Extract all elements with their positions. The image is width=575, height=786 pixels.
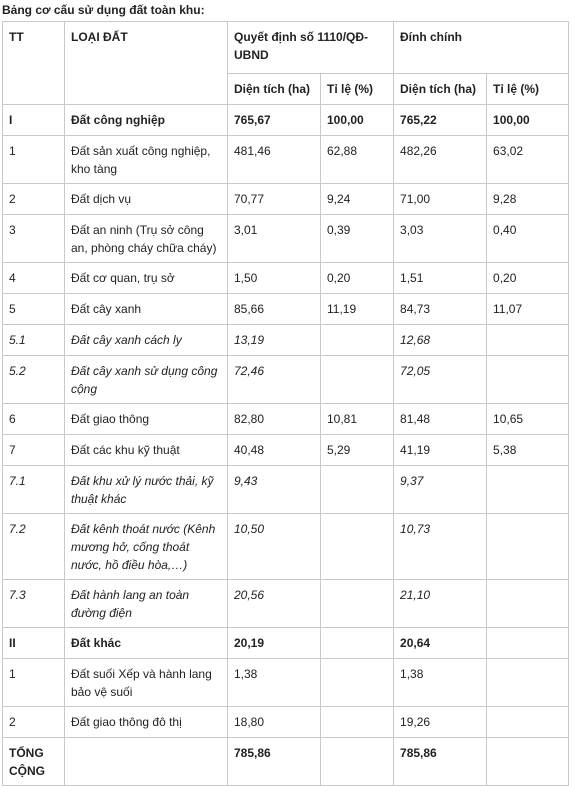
row-ratio-correction [487,659,569,707]
row-land-type: Đất giao thông đô thị [65,707,228,738]
row-ratio-decision: 11,19 [321,294,394,325]
row-tt: 1 [3,136,65,184]
row-ratio-correction [487,738,569,786]
row-area-correction: 21,10 [394,580,487,628]
row-area-decision: 10,50 [228,514,321,580]
row-ratio-correction [487,628,569,659]
row-tt: 6 [3,404,65,435]
row-area-decision: 765,67 [228,105,321,136]
row-tt: 5.2 [3,356,65,404]
row-ratio-correction: 5,38 [487,435,569,466]
table-row [3,263,569,294]
row-land-type: Đất kênh thoát nước (Kênh mương hở, cống thoát nước, hồ điều hòa,…) [65,514,228,580]
row-area-decision: 3,01 [228,215,321,263]
row-tt: 3 [3,215,65,263]
row-tt: 5.1 [3,325,65,356]
row-area-decision: 18,80 [228,707,321,738]
row-land-type [65,738,228,786]
row-area-correction: 19,26 [394,707,487,738]
table-row [3,580,569,628]
table-row [3,356,569,404]
row-ratio-decision [321,738,394,786]
row-land-type: Đất suối Xếp và hành lang bảo vệ suối [65,659,228,707]
row-ratio-correction [487,580,569,628]
header-area-correction: Diện tích (ha) [394,74,487,105]
row-land-type: Đất cây xanh cách ly [65,325,228,356]
row-area-decision: 785,86 [228,738,321,786]
row-area-decision: 40,48 [228,435,321,466]
row-area-correction: 71,00 [394,184,487,215]
row-tt: 2 [3,707,65,738]
row-area-decision: 9,43 [228,466,321,514]
row-area-correction: 12,68 [394,325,487,356]
row-land-type: Đất an ninh (Trụ sở công an, phòng cháy chữa cháy) [65,215,228,263]
header-ratio-correction: Tỉ lệ (%) [487,74,569,105]
row-area-decision: 85,66 [228,294,321,325]
row-ratio-correction: 100,00 [487,105,569,136]
row-ratio-decision [321,628,394,659]
table-row [3,514,569,580]
row-area-correction: 41,19 [394,435,487,466]
header-decision: Quyết định số 1110/QĐ-UBND [228,22,394,74]
row-ratio-decision [321,514,394,580]
row-tt: II [3,628,65,659]
row-tt: 2 [3,184,65,215]
table-row [3,105,569,136]
row-area-correction: 482,26 [394,136,487,184]
row-ratio-decision [321,580,394,628]
row-area-decision: 72,46 [228,356,321,404]
row-ratio-correction: 63,02 [487,136,569,184]
table-caption: Bảng cơ cấu sử dụng đất toàn khu: [2,3,205,17]
row-ratio-correction: 10,65 [487,404,569,435]
table-row [3,215,569,263]
row-area-correction: 765,22 [394,105,487,136]
row-tt: I [3,105,65,136]
row-ratio-decision: 9,24 [321,184,394,215]
row-ratio-correction [487,466,569,514]
header-area-decision: Diện tích (ha) [228,74,321,105]
row-ratio-correction [487,707,569,738]
row-ratio-decision [321,707,394,738]
row-tt: 7.1 [3,466,65,514]
row-area-correction: 9,37 [394,466,487,514]
row-land-type: Đất sản xuất công nghiệp, kho tàng [65,136,228,184]
row-land-type: Đất khu xử lý nước thải, kỹ thuật khác [65,466,228,514]
table-row [3,325,569,356]
row-ratio-correction: 9,28 [487,184,569,215]
row-area-decision: 20,19 [228,628,321,659]
row-area-correction: 20,64 [394,628,487,659]
row-ratio-decision: 5,29 [321,435,394,466]
row-area-correction: 84,73 [394,294,487,325]
table-row [3,136,569,184]
row-ratio-decision [321,659,394,707]
header-row-1 [3,22,569,74]
row-ratio-correction: 0,20 [487,263,569,294]
table-row [3,466,569,514]
table-row [3,404,569,435]
row-area-correction: 1,51 [394,263,487,294]
row-ratio-decision: 62,88 [321,136,394,184]
row-tt: 7 [3,435,65,466]
table-row [3,184,569,215]
row-tt: 5 [3,294,65,325]
row-land-type: Đất các khu kỹ thuật [65,435,228,466]
row-land-type: Đất khác [65,628,228,659]
header-land-type: LOẠI ĐẤT [65,22,228,105]
row-land-type: Đất dịch vụ [65,184,228,215]
table-row [3,659,569,707]
header-correction: Đính chính [394,22,569,74]
row-ratio-decision [321,356,394,404]
row-area-decision: 82,80 [228,404,321,435]
table-row [3,738,569,786]
row-tt: 1 [3,659,65,707]
table-row [3,707,569,738]
row-area-correction: 10,73 [394,514,487,580]
row-area-correction: 1,38 [394,659,487,707]
row-tt: 7.3 [3,580,65,628]
header-tt: TT [3,22,65,105]
row-area-decision: 70,77 [228,184,321,215]
row-land-type: Đất cây xanh [65,294,228,325]
row-land-type: Đất cây xanh sử dụng công cộng [65,356,228,404]
row-tt: 4 [3,263,65,294]
row-ratio-correction: 0,40 [487,215,569,263]
row-area-decision: 1,38 [228,659,321,707]
row-ratio-decision: 0,39 [321,215,394,263]
row-ratio-correction [487,514,569,580]
row-area-decision: 20,56 [228,580,321,628]
table-row [3,435,569,466]
row-ratio-decision: 100,00 [321,105,394,136]
row-area-decision: 481,46 [228,136,321,184]
row-area-correction: 72,05 [394,356,487,404]
row-ratio-decision [321,466,394,514]
row-ratio-correction [487,356,569,404]
row-area-correction: 3,03 [394,215,487,263]
row-ratio-correction [487,325,569,356]
table-row [3,294,569,325]
row-land-type: Đất hành lang an toàn đường điện [65,580,228,628]
row-ratio-decision: 0,20 [321,263,394,294]
row-tt: TỔNG CỘNG [3,738,65,786]
row-ratio-correction: 11,07 [487,294,569,325]
row-tt: 7.2 [3,514,65,580]
table-row [3,628,569,659]
row-area-decision: 1,50 [228,263,321,294]
row-area-correction: 81,48 [394,404,487,435]
row-land-type: Đất giao thông [65,404,228,435]
row-ratio-decision [321,325,394,356]
row-land-type: Đất cơ quan, trụ sở [65,263,228,294]
row-area-correction: 785,86 [394,738,487,786]
land-use-table [2,21,569,786]
row-area-decision: 13,19 [228,325,321,356]
row-land-type: Đất công nghiệp [65,105,228,136]
header-ratio-decision: Tỉ lệ (%) [321,74,394,105]
row-ratio-decision: 10,81 [321,404,394,435]
